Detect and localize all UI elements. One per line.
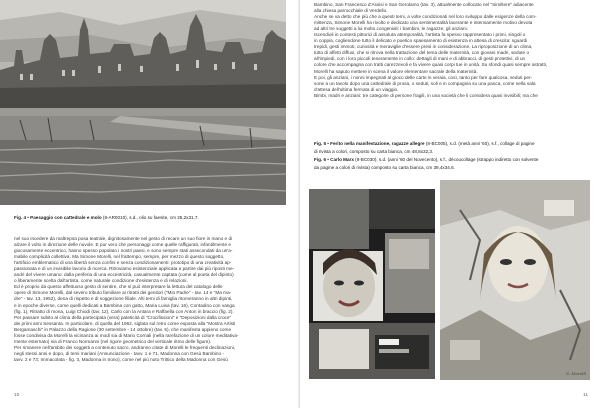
text-line: dre" - tav. 13, 1952), dena di rispetto e di soggezione filiale. Alti temi di famiglia ritorneranno in altri dipinti, (14, 296, 233, 302)
text-line: dei primi anni Sessanta. In particolare, di quella del 1962, siglata sul retro come esposta alla "Mostra Artisti (14, 320, 236, 326)
text-line: sone a un tavolo dopo una cattedrale di prosa, o seduti, soli e in compagnia su una panca, come nella sala (314, 80, 536, 86)
text-line: negli stessi anni e dopo, di temi mariani (Annunciazione - tavv. 1 e 71, Madonna con Gesù Bambino - (14, 350, 224, 356)
figure-5-6-captions (314, 141, 590, 173)
caption-title: Fig. 6 • Carlo Marx (314, 157, 354, 162)
text-line: colore che accompagna con tratti carezzevoli e fa vivere quasi corpi tue in unità. Su sfondi quasi sempre astratti, (314, 62, 548, 68)
caption-details: da pagine a colori di rivista) composto su carta bianca, cm 39,4x34,6. (314, 165, 455, 170)
text-line: Per passare subito al clima della partecipata (vera) pateticità di "Crocifissioni" e "Deposizioni dalla croce" (14, 314, 232, 320)
collage-image (309, 189, 435, 379)
text-line: andri del vivere umano: dalla periferia di una eccentricità, casualmente captata (come al poeta del dipinto) (14, 272, 234, 278)
artist-signature: S. Morelli (566, 371, 586, 376)
page-number-left: 10 (14, 393, 20, 398)
figure-4-caption-details: (8-AR0010), s.d., olio su faesite, cm 25,2x31,7. (101, 215, 199, 220)
text-line: tavv. 2 e 73; Immacolata - fig. 3, Madonna in trono), come nel più noto Trittico della Madonna con Gesù (14, 356, 228, 362)
text-line: fosse condivisa da Morelli la vicinanza ai modi sia di Mario Cornali (nella rarefazione di un colore meditativa- (14, 332, 239, 338)
text-line: E poi, gli anziani, i nonni impegnati al gioco delle carte in veraia, così, tanto per fare qualcosa, seduti per- (314, 74, 533, 80)
text-line: Iscendioli in contesti pittorici di assoluta atemporalità, l'artista fa spesso rappresentato i primi, singoli o (314, 32, 526, 38)
text-line: nel suo incedere da maltrepsa posa teatrale, dignitosamente nel gesto di recare un suo fiore in mano e di (14, 236, 233, 241)
figure-4-caption-title: Fig. 4 • Paesaggio con cattedrale e molo (14, 215, 102, 220)
text-line: Ed è proprio da questo affettuoso gesto di sentire, che si può interpretare la lettura del catalogo delle (14, 284, 223, 290)
decollage-image (440, 180, 590, 380)
text-line: d'attesa dell'ultima fermata di un viaggio. (314, 86, 399, 92)
text-line: Bimbi, madri e anziani: tre categorie di persone fragili, in una società che li considera quasi invisibili; ma che (314, 92, 538, 98)
text-line: passionata e di un invisibile lavorio di ricerca. Ritroviamo esistenziale applicata a partire dai più riposti me- (14, 266, 235, 272)
caption-details: (8-BC030), s.d. (anni '60 del Novecento), s.f., découcollage (strappo indiretto con solvente (353, 157, 539, 162)
text-line: Bambino, San Francesco d'Assisi e San Gerolamo (tav. 3), attualmente collocato nel "Similtere" adiacente (314, 2, 534, 7)
right-body-text (314, 2, 588, 99)
text-line: (fig. 1), Ritratto di mona, Luigi Chiodi (tav. 12), Carlo con la Antara e Raffaella con Anton in braccio (fig. 2). (14, 308, 234, 314)
text-line: opere di Simone Morelli, dal severo tributo familiare ai ritratti dei genitori ("Mio Padre" - tav. 14 e "Ma ma- (14, 290, 232, 296)
caption-line (314, 165, 590, 171)
text-line: Per rimanere nell'ambito dei soggetti a contenuto sacro, andranno citate di Morelli le frequenti declinazioni, (14, 344, 236, 350)
caption-line (314, 157, 590, 163)
left-body-text (14, 236, 286, 363)
text-line: giocosamente eccentrico, hanno spesso popolato i nostri paesi, e sono sempre stati assecondati da un'a- (14, 248, 233, 254)
painting-image (0, 0, 286, 205)
text-line: ad altri tre soggetti a lui molto congeniali: i bambini, le ragazze, gli anziani. (314, 26, 468, 32)
text-line: trepidi, gesti immoti, curiosità e meraviglie d'essere presi in considerazione. La riproposizione di un clima, (314, 44, 533, 50)
right-page (300, 0, 600, 408)
text-line: Anche se va detto che più che a questi temi, a volte condizionati nel loro sviluppo dalle esigenze della com- (314, 14, 537, 20)
text-line: in coppia, cogliendone tutto il delicato e poetico spaesamento di esistenza in attesa di crescita: sguardi (314, 38, 528, 44)
figure-4-caption (14, 215, 284, 221)
text-line: tutto di affetti diffusi, che si ritrova nella trattazione del tema delle maternità, con giovani madri, sedute o (314, 50, 530, 56)
text-line: all'impiedi, con i loro piccoli teneramente in collo: dettagli di mani e di abbracci, di gesti protettivi, di un (314, 56, 526, 62)
caption-line (314, 149, 590, 155)
page-number-right: 11 (583, 393, 588, 398)
text-line: o liberamente scelta dall'artista, come naturale condizione d'esistenza e di relazioni. (14, 278, 188, 284)
decollage-figure-6 (440, 180, 590, 380)
text-line: mabile complicità collettiva. Ma Simone Morelli, nel frattempo, sempre, per mezzo di questo soggetto, (14, 254, 225, 260)
text-line: mittenza, Simone Morelli ha rivolto e dedicato una sentimentalità lacerante e intensamente motivo devota (314, 20, 533, 26)
text-line: l'artificio emblematico di una libertà senza confini e senza condizionamenti: prototipo di una creatività ap- (14, 260, 232, 266)
text-line: alla chiesa parrocchiale di Verdello. (314, 8, 388, 14)
caption-details: (8-BC005), s.d. (metà anni '60), s.f., collage di pagine (424, 141, 535, 146)
text-line: Bergamaschi" in Palazzo della Ragione (30 settembre - 14 ottobre) (tav. 5), che manifesta appieno come (14, 326, 232, 332)
caption-title: Fig. 5 • Ferito nella manifestazione, ragazze allegre (314, 141, 425, 146)
text-line: e in epoche diverse, come quelli dedicati a Bambina con gatto, Maria Luisa (tav. 16), Contadino con vanga (14, 302, 235, 308)
caption-details: di rivista a colori, composto su carta bianca, cm 48,8x32,3. (314, 149, 434, 154)
text-line: alzare il volto in direzione delle nuvole. E pur vero che personaggi come quelle raffigurati, infantilmente e (14, 242, 231, 248)
landscape-painting (0, 0, 286, 205)
collage-figure-5 (309, 189, 435, 379)
caption-line (314, 141, 590, 147)
text-line: mente esternato) sia di Franco Normanni (nel rigore geometrico del verticale ritmo delle figure). (14, 338, 212, 344)
text-line: Morelli ha saputo mettere in scena il valore elementare sacrale della maternità. (314, 68, 478, 74)
